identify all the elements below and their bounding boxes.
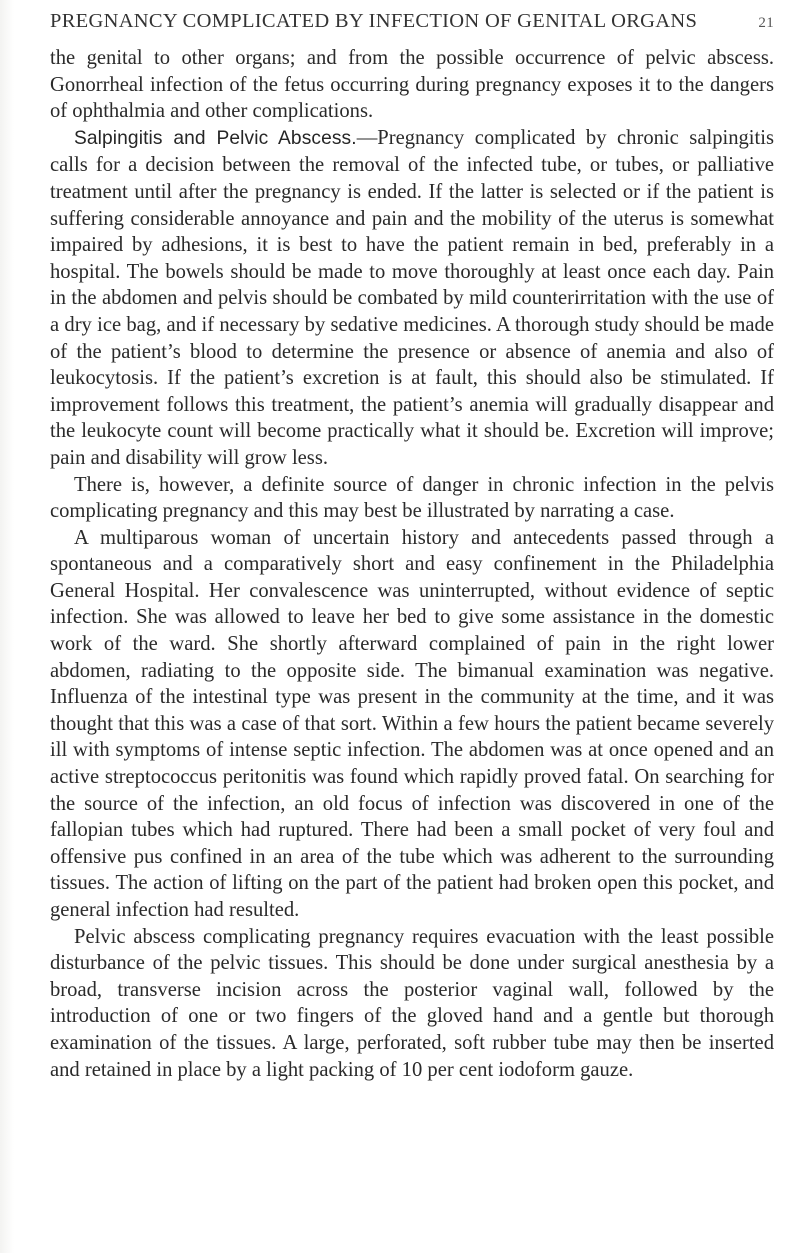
- section-heading: Salpingitis and Pelvic Abscess.: [74, 127, 357, 149]
- paragraph-salpingitis: [50, 125, 774, 472]
- paragraph-pelvic-abscess: Pelvic abscess complicating pregnancy requires evacuation with the least possible disturbance of the pelvic tissues. This should be done under surgical anesthesia by a broad, transverse incision across the posterior vaginal wall, followed by the introduction of one or two fingers of the gloved hand and a gentle but thorough examination of the tissues. A large, perforated, soft rubber tube may then be inserted and retained in place by a light packing of 10 per cent iodoform gauze.: [50, 925, 774, 1081]
- page-number: 21: [758, 15, 774, 31]
- running-head: [50, 10, 774, 44]
- paragraph-continuation: the genital to other organs; and from the possible occurrence of pelvic abscess. Gonorrheal infection of the fetus occurring during pregnancy exposes it to the dangers of ophthalmia and other complications.: [50, 47, 774, 123]
- running-head-title: PREGNANCY COMPLICATED BY INFECTION OF GENITAL ORGANS: [50, 10, 698, 32]
- body-text: [50, 45, 774, 1083]
- paragraph-danger: There is, however, a definite source of danger in chronic infection in the pelvis complicating pregnancy and this may best be illustrated by narrating a case.: [50, 473, 774, 523]
- paragraph-salpingitis-text: —Pregnancy complicated by chronic salpingitis calls for a decision between the removal of the infected tube, or tubes, or palliative treatment until after the pregnancy is ended. If the latter is selected or if the patient is suffering considerable annoyance and pain and the mobility of the uterus is somewhat impaired by adhesions, it is best to have the patient remain in bed, preferably in a hospital. The bowels should be made to move thoroughly at least once each day. Pain in the abdomen and pelvis should be combated by mild counterirritation with the use of a dry ice bag, and if necessary by sedative medicines. A thorough study should be made of the patient’s blood to determine the presence or absence of anemia and also of leukocytosis. If the patient’s excretion is at fault, this should also be stimulated. If improvement follows this treatment, the patient’s anemia will gradually disappear and the leukocyte count will become practically what it should be. Excretion will improve; pain and disability will grow less.: [50, 126, 774, 469]
- paragraph-case-report: A multiparous woman of uncertain history and antecedents passed through a spontaneous and a comparatively short and easy confinement in the Philadelphia General Hospital. Her convalescence was uninterrupted, without evidence of septic infection. She was allowed to leave her bed to give some assistance in the domestic work of the ward. She shortly afterward complained of pain in the right lower abdomen, radiating to the opposite side. The bimanual examination was negative. Influenza of the intestinal type was present in the community at the time, and it was thought that this was a case of that sort. Within a few hours the patient became severely ill with symptoms of intense septic infection. The abdomen was at once opened and an active streptococcus peritonitis was found which rapidly proved fatal. On searching for the source of the infection, an old focus of infection was discovered in one of the fallopian tubes which had ruptured. There had been a small pocket of very foul and offensive pus confined in an area of the tube which was adherent to the surrounding tissues. The action of lifting on the part of the patient had broken open this pocket, and general infection had resulted.: [50, 526, 774, 921]
